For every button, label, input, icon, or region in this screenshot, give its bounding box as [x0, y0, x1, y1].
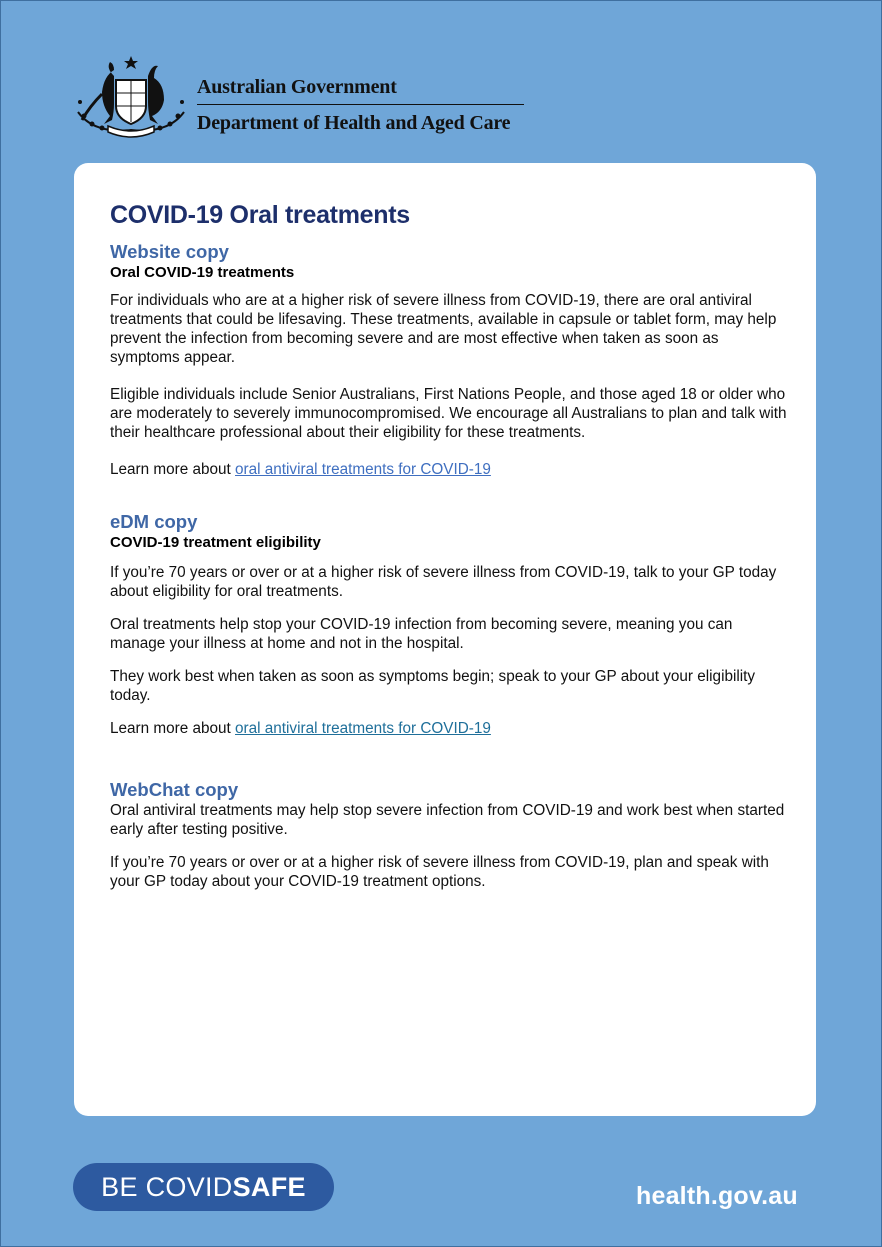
- edm-copy-heading: eDM copy: [110, 511, 198, 532]
- edm-paragraph-2: Oral treatments help stop your COVID-19 infection from becoming severe, meaning you can manage your illness at home and not in the hospital.: [110, 616, 733, 652]
- document-content: [110, 200, 790, 891]
- be-covidsafe-badge: [73, 1163, 334, 1211]
- website-paragraph-1: For individuals who are at a higher risk of severe illness from COVID-19, there are oral antiviral treatments that could be lifesaving. These treatments, available in capsule or tablet form, may help prevent the infection from becoming severe and are most effective when taken as soon as symptoms appear.: [110, 292, 777, 366]
- page-title: COVID-19 Oral treatments: [110, 201, 410, 229]
- edm-paragraph-1: If you’re 70 years or over or at a higher risk of severe illness from COVID-19, talk to your GP today about eligibility for oral treatments.: [110, 564, 777, 600]
- website-paragraph-2: Eligible individuals include Senior Australians, First Nations People, and those aged 18 or older who are moderately to severely immunocompromised. We encourage all Australians to plan and talk with their healthcare professional about their eligibility for these treatments.: [110, 386, 787, 441]
- webchat-paragraph-1: Oral antiviral treatments may help stop severe infection from COVID-19 and work best when started early after testing positive.: [110, 802, 785, 838]
- webchat-copy-heading: WebChat copy: [110, 779, 239, 800]
- learn-more-text: Learn more about: [110, 461, 236, 478]
- badge-text-bold: SAFE: [232, 1172, 306, 1202]
- learn-more-text: Learn more about: [110, 720, 236, 737]
- edm-copy-subheading: COVID-19 treatment eligibility: [110, 534, 321, 551]
- edm-antiviral-link[interactable]: oral antiviral treatments for COVID-19: [235, 720, 491, 737]
- website-url: health.gov.au: [636, 1182, 798, 1210]
- webchat-paragraph-2: If you’re 70 years or over or at a higher risk of severe illness from COVID-19, plan and speak with your GP today about your COVID-19 treatment options.: [110, 854, 769, 890]
- website-copy-heading: Website copy: [110, 241, 229, 262]
- edm-paragraph-3: They work best when taken as soon as symptoms begin; speak to your GP about your eligibility today.: [110, 668, 756, 704]
- coat-of-arms-logo: [74, 54, 188, 138]
- website-antiviral-link[interactable]: oral antiviral treatments for COVID-19: [235, 461, 491, 478]
- badge-text-light: BE COVID: [101, 1172, 233, 1202]
- edm-learn-more: [110, 719, 790, 738]
- header-divider: [197, 104, 524, 105]
- government-name: Australian Government: [197, 76, 397, 98]
- website-copy-subheading: Oral COVID-19 treatments: [110, 264, 295, 281]
- department-name: Department of Health and Aged Care: [197, 112, 511, 134]
- website-learn-more: [110, 460, 790, 479]
